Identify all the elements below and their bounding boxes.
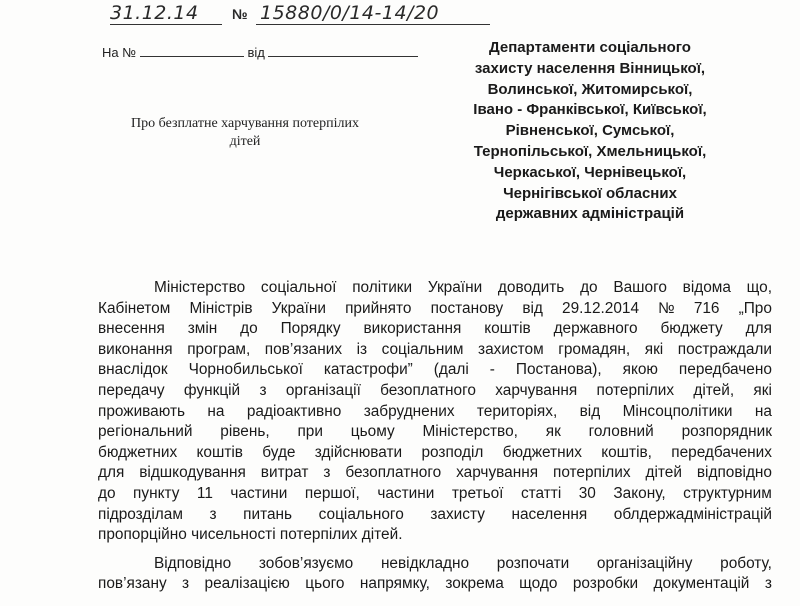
subject-heading bbox=[100, 115, 390, 151]
body-line: проживають на радіоактивно забруднених територіях, від Мінсоцполітики на bbox=[98, 402, 772, 420]
addressee-line: Івано - Франківської, Київської, bbox=[473, 101, 707, 119]
body-line: внесення змін до Порядку використання коштів державного бюджету для bbox=[98, 320, 772, 338]
body-line: передачу функцій з організації безоплатного харчування потерпілих дітей, які bbox=[98, 381, 772, 399]
addressee-line: Департаменти соціального bbox=[489, 39, 691, 56]
body-line: бюджетних коштів буде здійснювати розподіл бюджетних коштів, передбачених bbox=[98, 443, 772, 461]
reference-line bbox=[102, 44, 418, 60]
number-underline bbox=[256, 24, 490, 25]
letter-body bbox=[98, 278, 772, 595]
addressee-line: Чернігівської обласних bbox=[503, 184, 677, 202]
addressee-line: Рівненської, Сумської, bbox=[505, 122, 675, 140]
addressee-block bbox=[440, 38, 740, 225]
subject-line: дітей bbox=[229, 134, 261, 149]
registration-line bbox=[110, 2, 490, 28]
date-underline bbox=[110, 24, 222, 25]
addressee-line: державних адміністрацій bbox=[495, 205, 685, 223]
reference-prefix: На № bbox=[102, 45, 137, 60]
addressee-line: Волинської, Житомирської, bbox=[487, 80, 693, 98]
body-line: пов’язану з реалізацією цього напрямку, зокрема щодо розробки документацій з bbox=[98, 575, 772, 593]
reference-number-blank bbox=[140, 44, 244, 57]
paragraph-1 bbox=[98, 278, 772, 546]
body-line: виконання програм, пов’язаних із соціальним захистом громадян, які постраждали bbox=[98, 340, 772, 358]
addressee-line: Тернопільської, Хмельницької, bbox=[473, 142, 707, 160]
addressee-line: Черкаської, Чернівецької, bbox=[493, 163, 687, 181]
body-line: Міністерство соціальної політики України доводить до Вашого відома що, bbox=[154, 279, 772, 296]
reference-date-blank bbox=[268, 44, 418, 57]
body-line: пропорційно чисельності потерпілих дітей. bbox=[98, 526, 403, 544]
body-line: до пункту 11 частини першої, частини третьої статті 30 Закону, структурним bbox=[98, 484, 772, 502]
registration-date: 31.12.14 bbox=[110, 2, 199, 24]
reference-mid: від bbox=[247, 45, 265, 60]
body-line: внаслідок Чорнобильської катастрофи” (далі - Постанова), якою передбачено bbox=[98, 361, 772, 379]
body-line: Кабінетом Міністрів України прийнято постанову від 29.12.2014 № 716 „Про bbox=[98, 299, 772, 317]
paragraph-2 bbox=[98, 554, 772, 595]
registration-number: 15880/0/14-14/20 bbox=[260, 2, 440, 24]
number-sign: № bbox=[232, 6, 249, 22]
addressee-line: захисту населення Вінницької, bbox=[474, 59, 706, 77]
body-line: для відшкодування витрат з безоплатного харчування потерпілих дітей відповідно bbox=[98, 464, 772, 482]
body-line: Відповідно зобов’язуємо невідкладно розпочати організаційну роботу, bbox=[154, 554, 772, 572]
body-line: підрозділам з питань соціального захисту населення облдержадміністрацій bbox=[98, 505, 772, 523]
subject-line: Про безплатне харчування потерпілих bbox=[131, 116, 359, 131]
body-line: регіональний рівень, при цьому Міністерство, як головний розпорядник bbox=[98, 423, 772, 441]
